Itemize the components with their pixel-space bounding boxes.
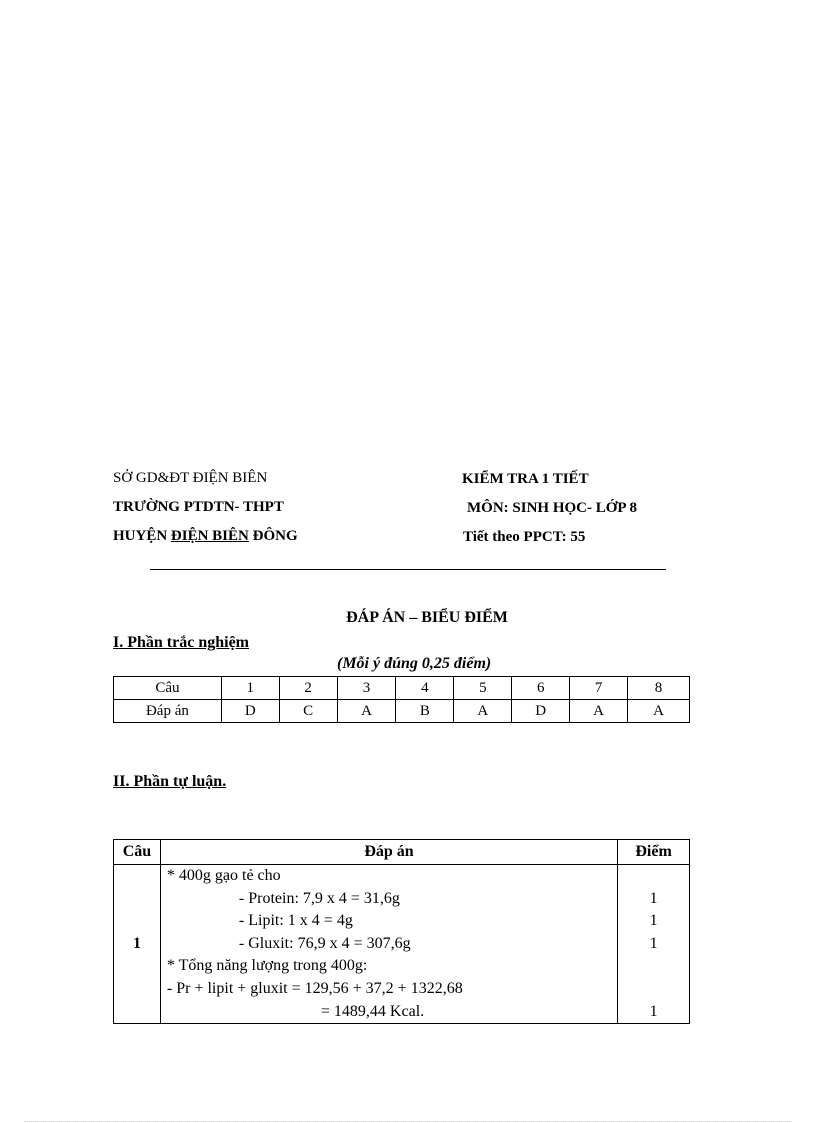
answer-cell: C	[279, 700, 337, 723]
question-number: 7	[570, 677, 628, 700]
part1-heading: I. Phần trắc nghiệm	[113, 634, 249, 651]
row-label-answer: Đáp án	[114, 700, 222, 723]
essay-header-row	[114, 840, 690, 865]
answer-line: * Tổng năng lượng trong 400g:	[166, 957, 368, 975]
answer-cell: B	[396, 700, 454, 723]
page-bottom-edge	[24, 1121, 792, 1122]
answer-cell: A	[337, 700, 396, 723]
part1-note: (Mỗi ý đúng 0,25 điểm)	[337, 655, 492, 672]
period-line: Tiết theo PPCT: 55	[463, 529, 586, 545]
page-title: ĐÁP ÁN – BIỂU ĐIỂM	[346, 609, 508, 626]
question-number: 1	[221, 677, 279, 700]
row-label-question: Câu	[114, 677, 222, 700]
question-number: 4	[396, 677, 454, 700]
point-value: 1	[649, 934, 658, 952]
subject-line: MÔN: SINH HỌC- LỚP 8	[467, 500, 638, 516]
answer-line: - Protein: 7,9 x 4 = 31,6g	[238, 889, 400, 907]
question-number: 2	[279, 677, 337, 700]
essay-question-number: 1	[114, 865, 161, 1024]
question-number: 3	[337, 677, 396, 700]
question-row	[114, 677, 690, 700]
point-value	[618, 955, 689, 978]
essay-answer-cell	[160, 865, 617, 1024]
answer-line: = 1489,44 Kcal.	[320, 1002, 425, 1020]
question-number: 6	[512, 677, 570, 700]
multiple-choice-table	[113, 676, 690, 723]
question-number: 8	[628, 677, 690, 700]
column-header-answer: Đáp án	[160, 840, 617, 865]
answer-line: - Gluxit: 76,9 x 4 = 307,6g	[238, 934, 411, 952]
district-prefix: HUYỆN	[113, 528, 171, 544]
answer-line: - Lipit: 1 x 4 = 4g	[238, 912, 353, 930]
exam-title: KIỂM TRA 1 TIẾT	[462, 471, 589, 487]
essay-table	[113, 839, 690, 1024]
column-header-question: Câu	[114, 840, 161, 865]
answer-line: - Pr + lipit + gluxit = 129,56 + 37,2 + 1322,68	[166, 979, 463, 997]
answer-cell: D	[512, 700, 570, 723]
column-header-points: Điểm	[618, 840, 690, 865]
school-name: TRƯỜNG PTDTN- THPT	[113, 499, 284, 515]
essay-points-cell	[618, 865, 690, 1024]
answer-cell: D	[221, 700, 279, 723]
district-suffix: ĐÔNG	[248, 528, 298, 544]
essay-row	[114, 865, 690, 1024]
district-underlined: ĐIỆN BIÊN	[170, 528, 249, 544]
header-divider	[150, 569, 666, 570]
answer-line: * 400g gạo tẻ cho	[166, 867, 281, 884]
department-name: SỞ GD&ĐT ĐIỆN BIÊN	[113, 470, 268, 486]
point-value	[618, 865, 689, 888]
answer-cell: A	[454, 700, 512, 723]
question-number: 5	[454, 677, 512, 700]
point-value: 1	[649, 889, 658, 907]
part2-heading: II. Phần tự luận.	[113, 773, 227, 790]
point-value: 1	[649, 912, 658, 930]
answer-cell: A	[570, 700, 628, 723]
district-name	[113, 528, 298, 545]
answer-row	[114, 700, 690, 723]
answer-cell: A	[628, 700, 690, 723]
point-value: 1	[649, 1002, 658, 1020]
point-value	[618, 978, 689, 1001]
